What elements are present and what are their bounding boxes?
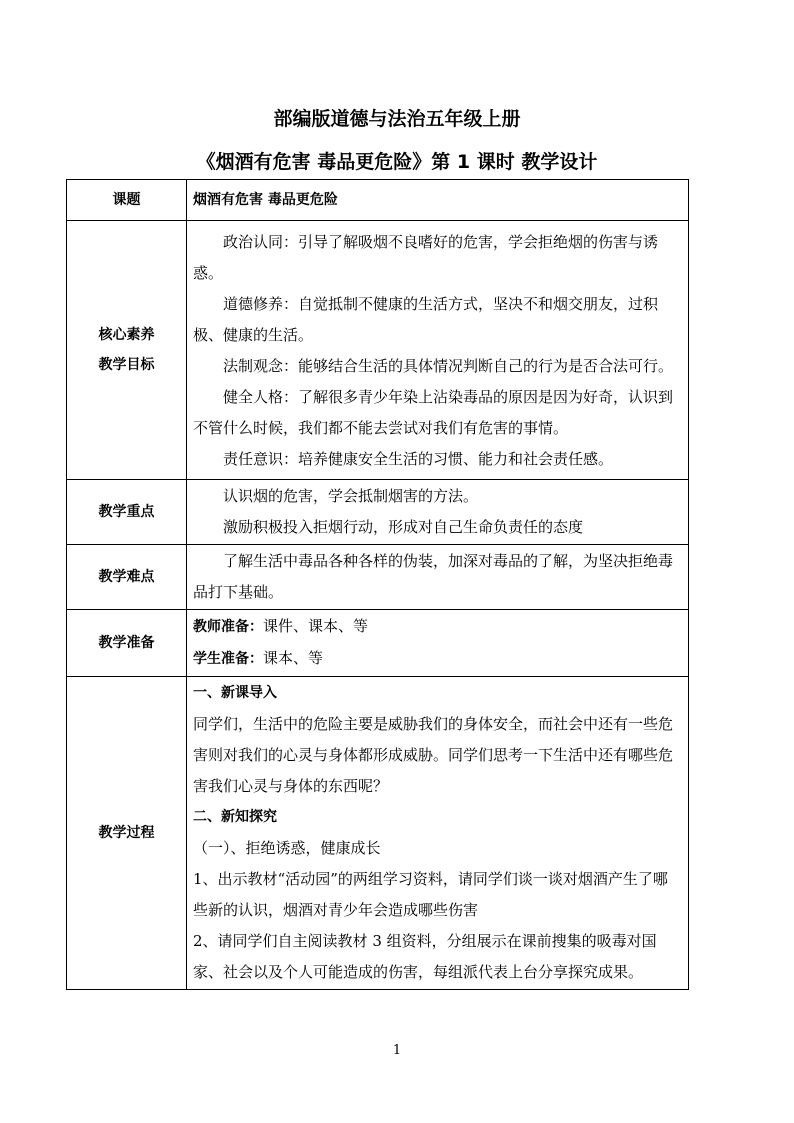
goals-label	[67, 221, 187, 480]
difficulty-content	[187, 545, 689, 610]
difficulty-text: 了解生活中毒品各种各样的伪装，加深对毒品的了解，为坚决拒绝毒品打下基础。	[193, 552, 674, 601]
process-item: 1、出示教材“活动园”的两组学习资料，请同学们谈一谈对烟酒产生了哪些新的认识，烟酒对青少年会造成哪些伤害	[193, 870, 668, 919]
student-prep-label: 学生准备：	[193, 651, 263, 667]
goals-label-line1: 核心素养	[98, 327, 155, 343]
key-item: 激励积极投入拒烟行动，形成对自己生命负责任的态度	[223, 518, 584, 536]
goals-content	[187, 221, 689, 480]
topic-label: 课题	[67, 180, 187, 221]
process-item: 2、请同学们自主阅读教材 3 组资料，分组展示在课前搜集的吸毒对国家、社会以及个人可能造成的伤害，每组派代表上台分享探究成果。	[193, 932, 657, 981]
goal-item: 责任意识：培养健康安全生活的习惯、能力和社会责任感。	[223, 450, 614, 468]
page-number: 1	[392, 1043, 402, 1058]
goal-item: 法制观念：能够结合生活的具体情况判断自己的行为是否合法可行。	[223, 357, 674, 375]
process-content	[187, 677, 689, 990]
difficulty-label: 教学难点	[67, 545, 187, 610]
student-prep-value: 课本、等	[263, 649, 324, 667]
key-item: 认识烟的危害，学会抵制烟害的方法。	[223, 487, 479, 505]
process-heading-intro: 一、新课导入	[193, 685, 277, 701]
prep-label: 教学准备	[67, 610, 187, 677]
prep-content	[187, 610, 689, 677]
document-title: 部编版道德与法治五年级上册	[273, 108, 521, 130]
process-heading-explore: 二、新知探究	[193, 809, 277, 825]
process-row	[67, 677, 689, 990]
teacher-prep-label: 教师准备：	[193, 619, 263, 635]
difficulty-row	[67, 545, 689, 610]
student-prep	[193, 643, 682, 675]
goals-row	[67, 221, 689, 480]
goal-item: 道德修养：自觉抵制不健康的生活方式，坚决不和烟交朋友，过积极、健康的生活。	[193, 295, 659, 344]
lesson-plan-table	[66, 179, 689, 990]
process-label: 教学过程	[67, 677, 187, 990]
document-subtitle: 《烟酒有危害 毒品更危险》第 1 课时 教学设计	[196, 151, 598, 173]
goal-item: 健全人格：了解很多青少年染上沾染毒品的原因是因为好奇，认识到不管什么时候，我们都不能去尝试对我们有危害的事情。	[193, 388, 674, 437]
process-intro-text: 同学们，生活中的危险主要是威胁我们的身体安全，而社会中还有一些危害则对我们的心灵与身体都形成威胁。同学们思考一下生活中还有哪些危害我们心灵与身体的东西呢？	[193, 715, 674, 795]
key-content	[187, 480, 689, 545]
topic-row	[67, 180, 689, 221]
goals-label-line2: 教学目标	[98, 357, 155, 373]
teacher-prep-value: 课件、课本、等	[263, 617, 369, 635]
key-row	[67, 480, 689, 545]
key-label: 教学重点	[67, 480, 187, 545]
prep-row	[67, 610, 689, 677]
topic-value	[187, 180, 689, 221]
goal-item: 政治认同：引导了解吸烟不良嗜好的危害，学会拒绝烟的伤害与诱惑。	[193, 233, 659, 282]
topic-text: 烟酒有危害 毒品更危险	[193, 192, 338, 208]
teacher-prep	[193, 611, 682, 643]
process-subheading: （一）、拒绝诱惑，健康成长	[193, 839, 381, 857]
